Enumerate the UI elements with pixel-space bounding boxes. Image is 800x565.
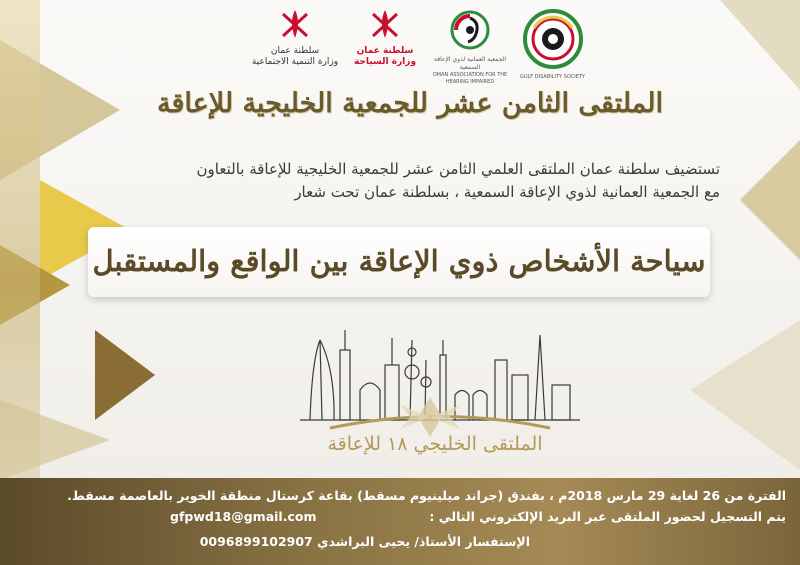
contact-text: الإستفسار الأستاذ/ يحيى البراشدي 0096899102907	[199, 534, 530, 549]
intro-line-2: مع الجمعية العمانية لذوي الإعاقة السمعية ، بسلطنة عمان تحت شعار	[294, 183, 720, 201]
ministry-tourism-logo	[345, 8, 425, 68]
ministry-social-logo	[250, 8, 340, 68]
oman-association-logo	[430, 8, 510, 86]
oman-association-text: الجمعية العمانية لذوي الإعاقة السمعية	[433, 56, 507, 71]
sultanate-left-text: سلطنة عمان	[270, 46, 320, 56]
intro-line-1: تستضيف سلطنة عمان الملتقى العلمي الثامن عشر للجمعية الخليجية للإعاقة بالتعاون	[196, 160, 720, 178]
right-mid-triangle-shape	[740, 140, 800, 260]
main-title: الملتقى الثامن عشر للجمعية الخليجية للإعاقة	[157, 88, 663, 119]
oman-association-en-text: OMAN ASSOCIATION FOR THE HEARING IMPAIRED	[432, 72, 508, 85]
sultanate-right-text: سلطنة عمان	[356, 46, 414, 56]
oman-emblem-icon	[275, 8, 315, 42]
right-top-triangle-shape	[720, 0, 800, 90]
slogan-text: سياحة الأشخاص ذوي الإعاقة بين الواقع والمستقبل	[92, 244, 706, 278]
oman-emblem-icon	[365, 8, 405, 42]
event-dates-text: الفترة من 26 لغاية 29 مارس 2018م ، بفندق (جراند ميلينيوم مسقط) بقاعة كرستال منطقة الخوير بالعاصمة مسقط.	[67, 488, 786, 503]
right-low-triangle-shape	[690, 320, 800, 470]
left-gold-band-shape	[0, 0, 40, 478]
intro-paragraph	[100, 158, 720, 204]
ministry-tourism-text: وزارة السياحة	[353, 57, 417, 67]
gulf-society-logo	[515, 8, 590, 81]
footer-band	[0, 478, 800, 565]
gulf-society-en-text: GULF DISABILITY SOCIETY	[519, 74, 585, 80]
registration-email[interactable]: gfpwd18@gmail.com	[170, 509, 317, 524]
registration-text: يتم التسجيل لحضور الملتقى عبر البريد الإلكتروني التالي :	[429, 509, 786, 524]
ministry-social-text: وزارة التنمية الاجتماعية	[251, 57, 339, 67]
gulf-disability-society-icon	[522, 8, 584, 70]
hearing-association-icon	[446, 8, 494, 52]
forum-name: الملتقى الخليجي ١٨ للإعاقة	[327, 433, 543, 455]
